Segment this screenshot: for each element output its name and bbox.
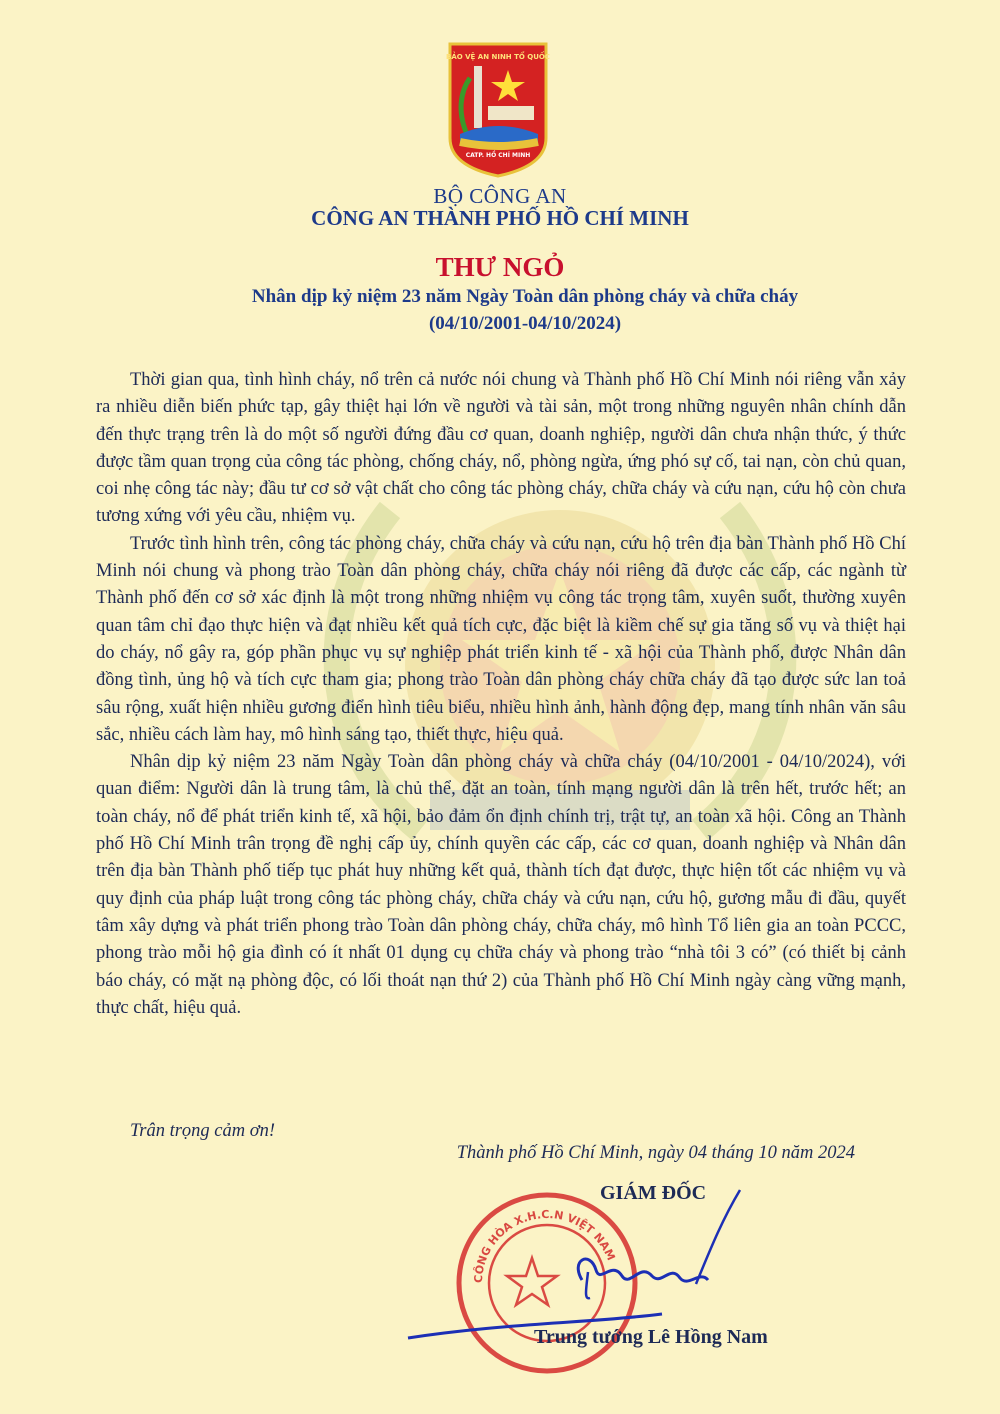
place-and-date: Thành phố Hồ Chí Minh, ngày 04 tháng 10 năm 2024	[456, 1143, 855, 1163]
body-paragraph: Trước tình hình trên, công tác phòng cháy, chữa cháy và cứu nạn, cứu hộ trên địa bàn Thành phố Hồ Chí Minh nói chung và phong trào Toàn dân phòng cháy, chữa cháy nói riêng đã được các cấp, các ngành từ Thành phố đến cơ sở xác định là một trong những nhiệm vụ công tác trọng tâm, xuyên suốt, thường xuyên quan tâm chỉ đạo thực hiện và đạt nhiều kết quả tích cực, đặc biệt là kiềm chế sự gia tăng số vụ và thiệt hại do cháy, nổ gây ra, góp phần phục vụ sự nghiệp phát triển kinh tế - xã hội của Thành phố, được Nhân dân đồng tình, ủng hộ và tích cực tham gia; phong trào Toàn dân phòng cháy chữa cháy đã tạo được sức lan toả sâu rộng, xuất hiện nhiều gương điển hình tiêu biểu, nhiều hình ảnh, hành động đẹp, mang tính nhân văn sâu sắc, nhiều cách làm hay, mô hình sáng tạo, thiết thực, hiệu quả.	[96, 533, 906, 745]
director-title: GIÁM ĐỐC	[600, 1182, 707, 1204]
department-name: CÔNG AN THÀNH PHỐ HỒ CHÍ MINH	[311, 206, 689, 230]
ministry-name: BỘ CÔNG AN	[433, 184, 567, 208]
letter-body	[96, 367, 906, 1022]
police-emblem-icon	[446, 42, 550, 178]
body-paragraph: Thời gian qua, tình hình cháy, nổ trên cả nước nói chung và Thành phố Hồ Chí Minh nói riêng vẫn xảy ra nhiều diễn biến phức tạp, gây thiệt hại lớn về người và tài sản, một trong những nguyên nhân chính dẫn đến thực trạng trên là do một số người đứng đầu cơ quan, doanh nghiệp, người dân chưa nhận thức, ý thức được tầm quan trọng của công tác phòng, chống cháy, nổ, phòng ngừa, ứng phó sự cố, tai nạn, còn chủ quan, coi nhẹ công tác này; đầu tư cơ sở vật chất cho công tác phòng cháy, chữa cháy và cứu nạn, cứu hộ còn chưa tương xứng với yêu cầu, nhiệm vụ.	[96, 370, 906, 527]
seal-text: CÔNG HÒA X.H.C.N VIỆT NAM	[471, 1207, 618, 1284]
letter-dates: (04/10/2001-04/10/2024)	[428, 313, 622, 334]
letter-title: THƯ NGỎ	[435, 252, 565, 282]
body-paragraph: Nhân dịp kỷ niệm 23 năm Ngày Toàn dân phòng cháy và chữa cháy (04/10/2001 - 04/10/2024), với quan điểm: Người dân là trung tâm, là chủ thể, đặt an toàn, tính mạng người dân là trên hết, trước hết; an toàn cháy, nổ để phát triển kinh tế, xã hội, bảo đảm ổn định chính trị, trật tự, an toàn xã hội. Công an Thành phố Hồ Chí Minh trân trọng đề nghị cấp ủy, chính quyền các cấp, các cơ quan, doanh nghiệp và Nhân dân trên địa bàn Thành phố tiếp tục phát huy những kết quả, thành tích đạt được, thực hiện tốt các nhiệm vụ và quy định của pháp luật trong công tác phòng cháy, chữa cháy và cứu nạn, cứu hộ, gương mẫu đi đầu, quyết tâm xây dựng và phát triển phong trào Toàn dân phòng cháy, chữa cháy, mô hình Tổ liên gia an toàn PCCC, phong trào mỗi hộ gia đình có ít nhất 01 dụng cụ chữa cháy và phong trào “nhà tôi 3 có” (có thiết bị cảnh báo cháy, có mặt nạ phòng độc, có lối thoát nạn thứ 2) của Thành phố Hồ Chí Minh ngày càng vững mạnh, thực chất, hiệu quả.	[96, 752, 906, 1018]
letter-subtitle: Nhân dịp kỷ niệm 23 năm Ngày Toàn dân phòng cháy và chữa cháy	[251, 286, 799, 307]
signer-name: Trung tướng Lê Hồng Nam	[534, 1326, 768, 1348]
closing-thanks: Trân trọng cảm ơn!	[130, 1121, 276, 1141]
emblem-top-text: BẢO VỆ AN NINH TỔ QUỐC	[446, 53, 550, 61]
emblem-bottom-text: CATP. HỒ CHÍ MINH	[465, 152, 531, 159]
